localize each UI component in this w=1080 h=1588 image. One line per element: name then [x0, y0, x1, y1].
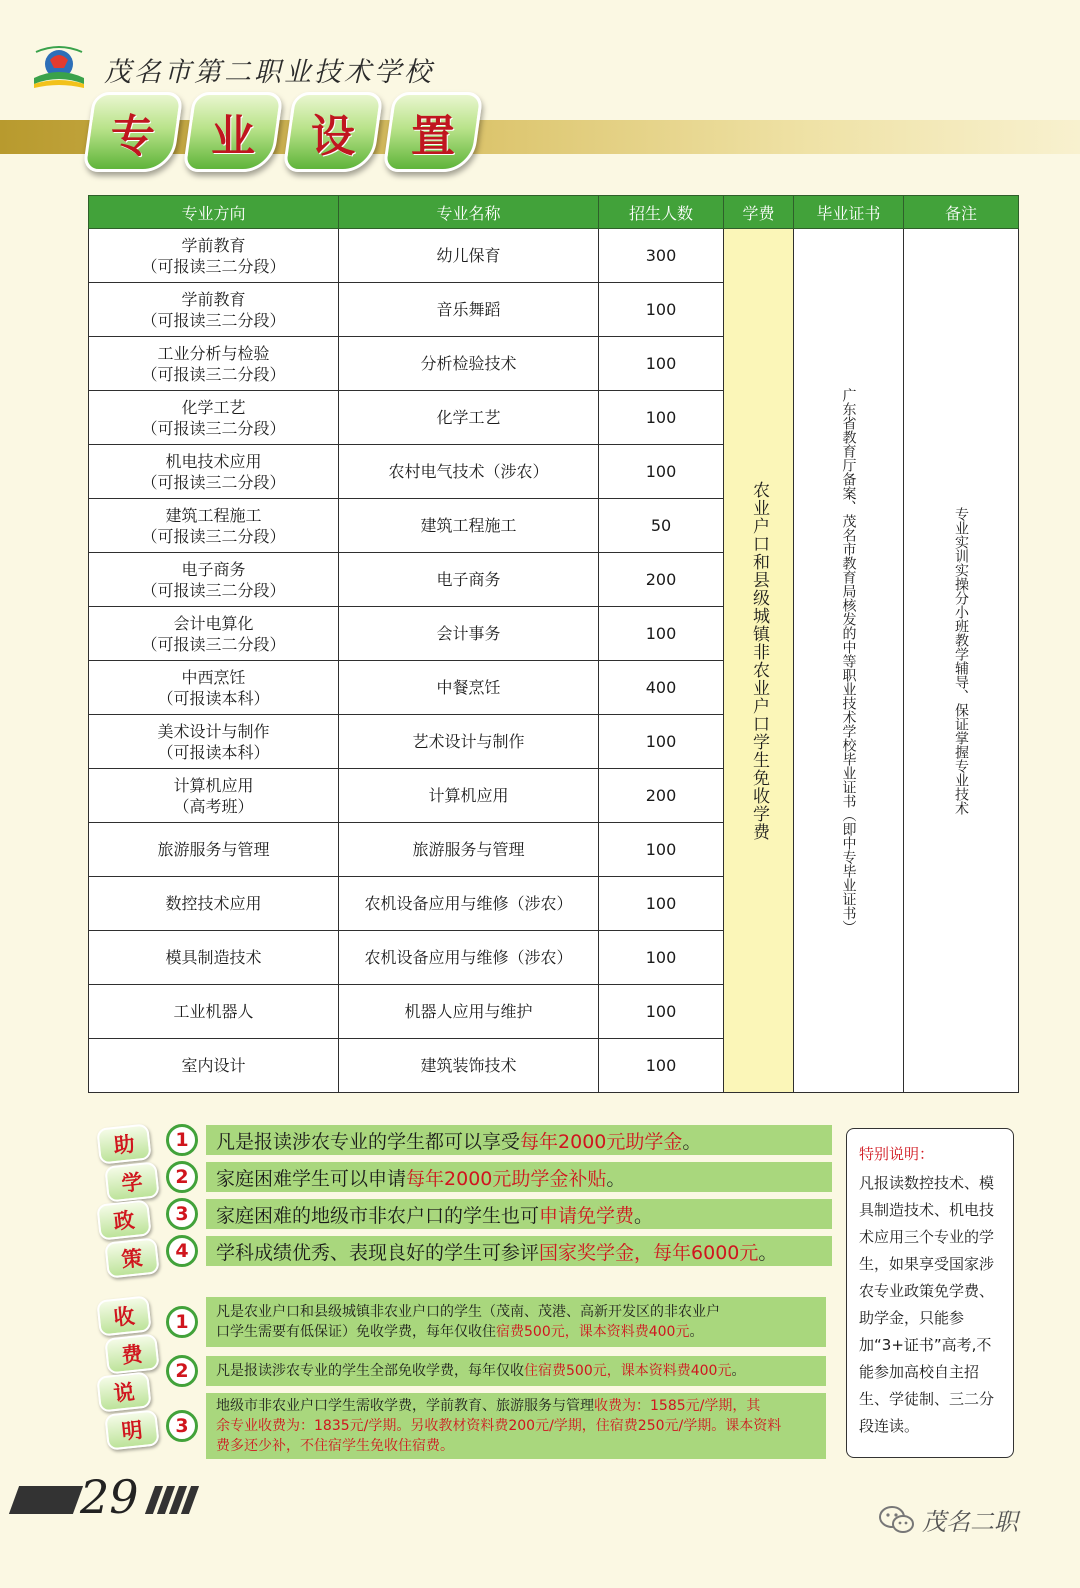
major-cell: 中餐烹饪 — [339, 661, 599, 715]
major-cell: 计算机应用 — [339, 769, 599, 823]
title-tile: 业 — [182, 92, 283, 172]
direction-cell: 中西烹饪 （可报读本科） — [89, 661, 339, 715]
direction-cell: 工业分析与检验 （可报读三二分段） — [89, 337, 339, 391]
count-cell: 100 — [599, 445, 724, 499]
column-header: 专业名称 — [339, 196, 599, 229]
page-number-slashes — [150, 1486, 194, 1514]
aid-policy-label: 助 学 政 策 — [98, 1126, 158, 1276]
count-cell: 100 — [599, 607, 724, 661]
count-cell: 400 — [599, 661, 724, 715]
direction-cell: 美术设计与制作 （可报读本科） — [89, 715, 339, 769]
fee-note-label: 收 费 说 明 — [98, 1298, 158, 1448]
table-row — [89, 229, 1019, 283]
direction-cell: 模具制造技术 — [89, 931, 339, 985]
major-cell: 农机设备应用与维修（涉农） — [339, 931, 599, 985]
fee-note-item: 3 地级市非农业户口学生需收学费，学前教育、旅游服务与管理收费为：1585元/学期，其 余专业收费为：1835元/学期。另收教材资料费200元/学期，住宿费250元/学期。课本资料 费多还少补，不住宿学生免收住宿费。 — [166, 1393, 826, 1459]
table-header-row — [89, 196, 1019, 229]
direction-cell: 机电技术应用 （可报读三二分段） — [89, 445, 339, 499]
major-cell: 旅游服务与管理 — [339, 823, 599, 877]
page-title — [88, 92, 478, 172]
direction-cell: 旅游服务与管理 — [89, 823, 339, 877]
fee-note-item: 1 凡是农业户口和县级城镇非农业户口的学生（茂南、茂港、高新开发区的非农业户 口学生需要有低保证）免收学费，每年仅收住宿费500元，课本资料费400元。 — [166, 1297, 826, 1347]
direction-cell: 数控技术应用 — [89, 877, 339, 931]
title-tile: 设 — [282, 92, 383, 172]
major-cell: 化学工艺 — [339, 391, 599, 445]
aid-policy-item: 4 学科成绩优秀、表现良好的学生可参评国家奖学金，每年6000元。 — [166, 1235, 832, 1267]
majors-table — [88, 195, 1018, 1103]
direction-cell: 计算机应用 （高考班） — [89, 769, 339, 823]
direction-cell: 建筑工程施工 （可报读三二分段） — [89, 499, 339, 553]
major-cell: 建筑装饰技术 — [339, 1039, 599, 1093]
count-cell: 200 — [599, 553, 724, 607]
direction-cell: 室内设计 — [89, 1039, 339, 1093]
count-cell: 50 — [599, 499, 724, 553]
major-cell: 分析检验技术 — [339, 337, 599, 391]
column-header: 招生人数 — [599, 196, 724, 229]
wechat-watermark — [878, 1502, 1018, 1537]
special-note-title: 特别说明： — [859, 1145, 935, 1163]
column-header: 备注 — [904, 196, 1019, 229]
count-cell: 100 — [599, 715, 724, 769]
count-cell: 100 — [599, 985, 724, 1039]
major-cell: 电子商务 — [339, 553, 599, 607]
school-name: 茂名市第二职业技术学校 — [104, 57, 434, 88]
count-cell: 300 — [599, 229, 724, 283]
count-cell: 100 — [599, 337, 724, 391]
major-cell: 建筑工程施工 — [339, 499, 599, 553]
major-cell: 机器人应用与维护 — [339, 985, 599, 1039]
count-cell: 100 — [599, 877, 724, 931]
count-cell: 100 — [599, 283, 724, 337]
title-tile: 置 — [382, 92, 483, 172]
column-header: 专业方向 — [89, 196, 339, 229]
major-cell: 音乐舞蹈 — [339, 283, 599, 337]
certificate-cell: 广东省教育厅备案、茂名市教育局核发的中等职业技术学校毕业证书（即中专毕业证书） — [794, 229, 904, 1093]
count-cell: 100 — [599, 391, 724, 445]
wechat-account-name: 茂名二职 — [922, 1508, 1018, 1536]
direction-cell: 学前教育 （可报读三二分段） — [89, 229, 339, 283]
major-cell: 艺术设计与制作 — [339, 715, 599, 769]
page-number-bar — [9, 1486, 83, 1514]
school-logo — [28, 44, 90, 92]
direction-cell: 化学工艺 （可报读三二分段） — [89, 391, 339, 445]
fee-cell: 农业户口和县级城镇非农业户口学生免收学费 — [724, 229, 794, 1093]
direction-cell: 工业机器人 — [89, 985, 339, 1039]
count-cell: 100 — [599, 823, 724, 877]
direction-cell: 电子商务 （可报读三二分段） — [89, 553, 339, 607]
wechat-icon — [878, 1505, 916, 1535]
aid-policy-item: 1 凡是报读涉农专业的学生都可以享受每年2000元助学金。 — [166, 1124, 832, 1156]
column-header: 毕业证书 — [794, 196, 904, 229]
special-note-box — [846, 1128, 1014, 1458]
special-note-body: 凡报读数控技术、模具制造技术、机电技术应用三个专业的学生，如果享受国家涉农专业政策免学费、助学金，只能参加“3+证书”高考,不能参加高校自主招生、学徒制、三二分段连读。 — [859, 1174, 995, 1435]
page-number: 29 — [80, 1470, 139, 1524]
remark-cell: 专业实训实操分小班教学辅导、保证掌握专业技术 — [904, 229, 1019, 1093]
major-cell: 农机设备应用与维修（涉农） — [339, 877, 599, 931]
direction-cell: 学前教育 （可报读三二分段） — [89, 283, 339, 337]
title-tile: 专 — [82, 92, 183, 172]
aid-policy-item: 2 家庭困难学生可以申请每年2000元助学金补贴。 — [166, 1161, 832, 1193]
major-cell: 会计事务 — [339, 607, 599, 661]
count-cell: 100 — [599, 1039, 724, 1093]
aid-policy-item: 3 家庭困难的地级市非农户口的学生也可申请免学费。 — [166, 1198, 832, 1230]
direction-cell: 会计电算化 （可报读三二分段） — [89, 607, 339, 661]
count-cell: 200 — [599, 769, 724, 823]
count-cell: 100 — [599, 931, 724, 985]
column-header: 学费 — [724, 196, 794, 229]
fee-note-item: 2 凡是报读涉农专业的学生全部免收学费，每年仅收住宿费500元，课本资料费400元。 — [166, 1355, 826, 1387]
major-cell: 幼儿保育 — [339, 229, 599, 283]
major-cell: 农村电气技术（涉农） — [339, 445, 599, 499]
